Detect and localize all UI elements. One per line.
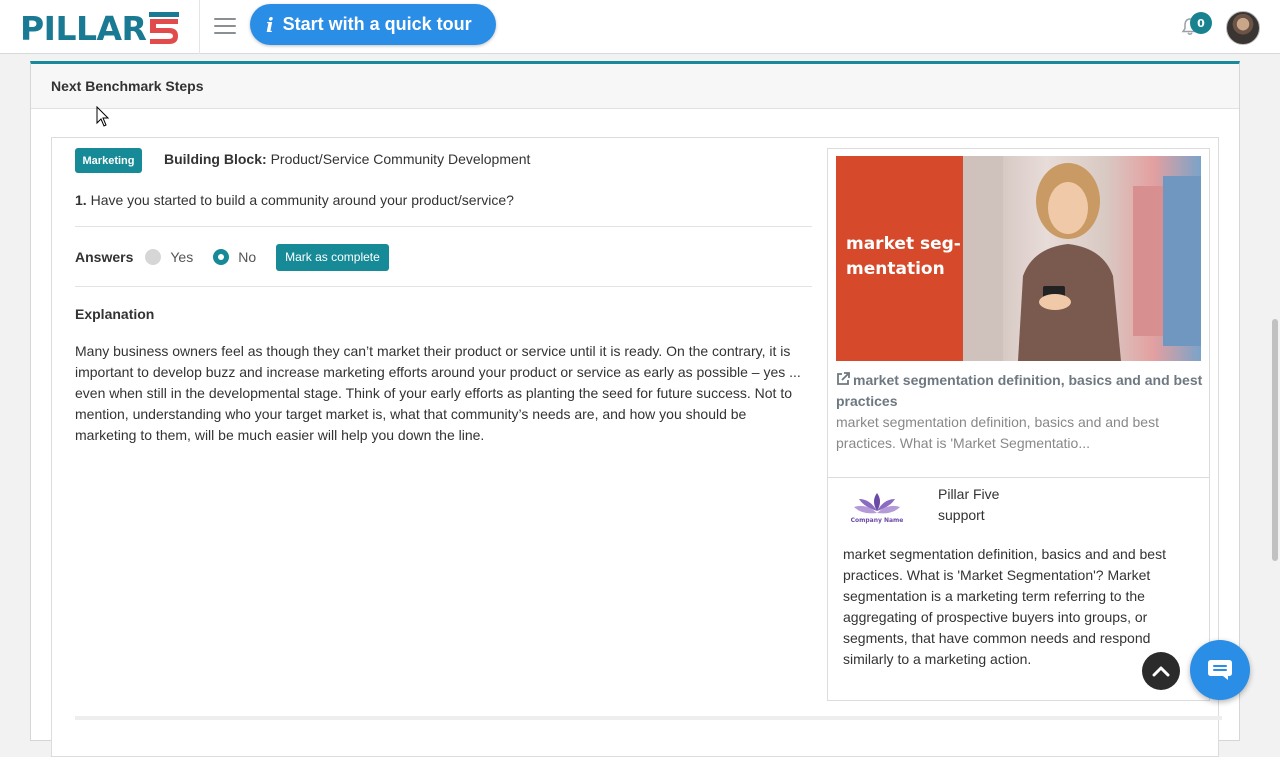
answers-label: Answers bbox=[75, 249, 134, 265]
panel-title: Next Benchmark Steps bbox=[31, 64, 1239, 109]
chat-launcher-button[interactable] bbox=[1190, 640, 1250, 700]
answer-no-label[interactable]: No bbox=[238, 249, 257, 265]
benchmark-step-card bbox=[51, 137, 1219, 757]
mouse-cursor-icon bbox=[96, 106, 110, 128]
author-name: Pillar Five bbox=[938, 486, 1000, 502]
menu-toggle-icon[interactable] bbox=[214, 18, 236, 36]
quick-tour-button[interactable] bbox=[250, 4, 496, 45]
explanation-title: Explanation bbox=[75, 306, 155, 322]
answer-yes-radio[interactable] bbox=[145, 249, 161, 265]
logo-text: PILLAR bbox=[20, 8, 147, 48]
resource-thumbnail[interactable] bbox=[836, 156, 1201, 361]
company-logo-text: Company Name bbox=[850, 517, 904, 524]
category-tag: Marketing bbox=[75, 148, 142, 173]
notification-count-badge: 0 bbox=[1190, 12, 1212, 34]
answer-no-radio[interactable] bbox=[213, 249, 229, 265]
divider bbox=[75, 226, 812, 227]
building-block-value: Product/Service Community Development bbox=[270, 151, 531, 167]
page-scrollbar[interactable] bbox=[1270, 54, 1280, 720]
company-logo bbox=[850, 489, 904, 531]
scrollbar-thumb[interactable] bbox=[1272, 319, 1278, 561]
question-text: Have you started to build a community around your product/service? bbox=[90, 192, 514, 208]
quick-tour-label: Start with a quick tour bbox=[282, 14, 472, 34]
logo-five-mark bbox=[147, 11, 181, 45]
scroll-to-top-button[interactable] bbox=[1142, 652, 1180, 690]
answers-row bbox=[75, 243, 389, 271]
header-divider bbox=[199, 0, 200, 54]
chat-icon bbox=[1206, 658, 1234, 682]
thumbnail-caption-text: market seg- mentation bbox=[846, 234, 961, 279]
building-block-label: Building Block: bbox=[164, 151, 267, 167]
info-icon: i bbox=[266, 12, 274, 37]
answer-yes-label[interactable]: Yes bbox=[170, 249, 194, 265]
resource-description: market segmentation definition, basics and and best practices. What is 'Market Segmentatio... bbox=[836, 414, 1159, 451]
divider bbox=[828, 477, 1209, 478]
resource-link-title[interactable]: market segmentation definition, basics and and best practices bbox=[836, 372, 1203, 409]
pillar5-logo[interactable] bbox=[20, 10, 181, 46]
building-block bbox=[164, 151, 530, 167]
divider bbox=[75, 286, 812, 287]
question-number: 1. bbox=[75, 192, 87, 208]
author-block bbox=[938, 484, 999, 526]
chevron-up-icon bbox=[1152, 665, 1170, 677]
mark-as-complete-button[interactable]: Mark as complete bbox=[276, 244, 389, 271]
resource-body: market segmentation definition, basics and and best practices. What is 'Market Segmentation'? Market segmentation is a marketing term referring to the aggregating of prospective buyers into groups, or segments, that have common needs and respond similarly to a marketing action. bbox=[843, 546, 1166, 667]
user-avatar[interactable] bbox=[1226, 11, 1260, 45]
resource-card bbox=[827, 148, 1210, 701]
next-card-edge bbox=[75, 716, 1222, 720]
resource-link[interactable] bbox=[836, 370, 1206, 412]
top-navbar bbox=[0, 0, 1280, 54]
explanation-text: Many business owners feel as though they can’t market their product or service until it is ready. On the contrary, it is important to develop buzz and increase marketing efforts around your product or service as early as possible – yes ... even when still in the developmental stage. Think of your early efforts as planting the seed for future success. Not to mention, understanding who your target market is, what that community’s needs are, and how you should be marketing to them, will be much easier will help you down the line. bbox=[75, 343, 801, 443]
external-link-icon bbox=[836, 372, 850, 386]
thumbnail-caption bbox=[836, 156, 963, 361]
question bbox=[75, 192, 514, 208]
benchmark-panel bbox=[30, 61, 1240, 741]
thumbnail-photo bbox=[963, 156, 1201, 361]
author-role: support bbox=[938, 507, 985, 523]
